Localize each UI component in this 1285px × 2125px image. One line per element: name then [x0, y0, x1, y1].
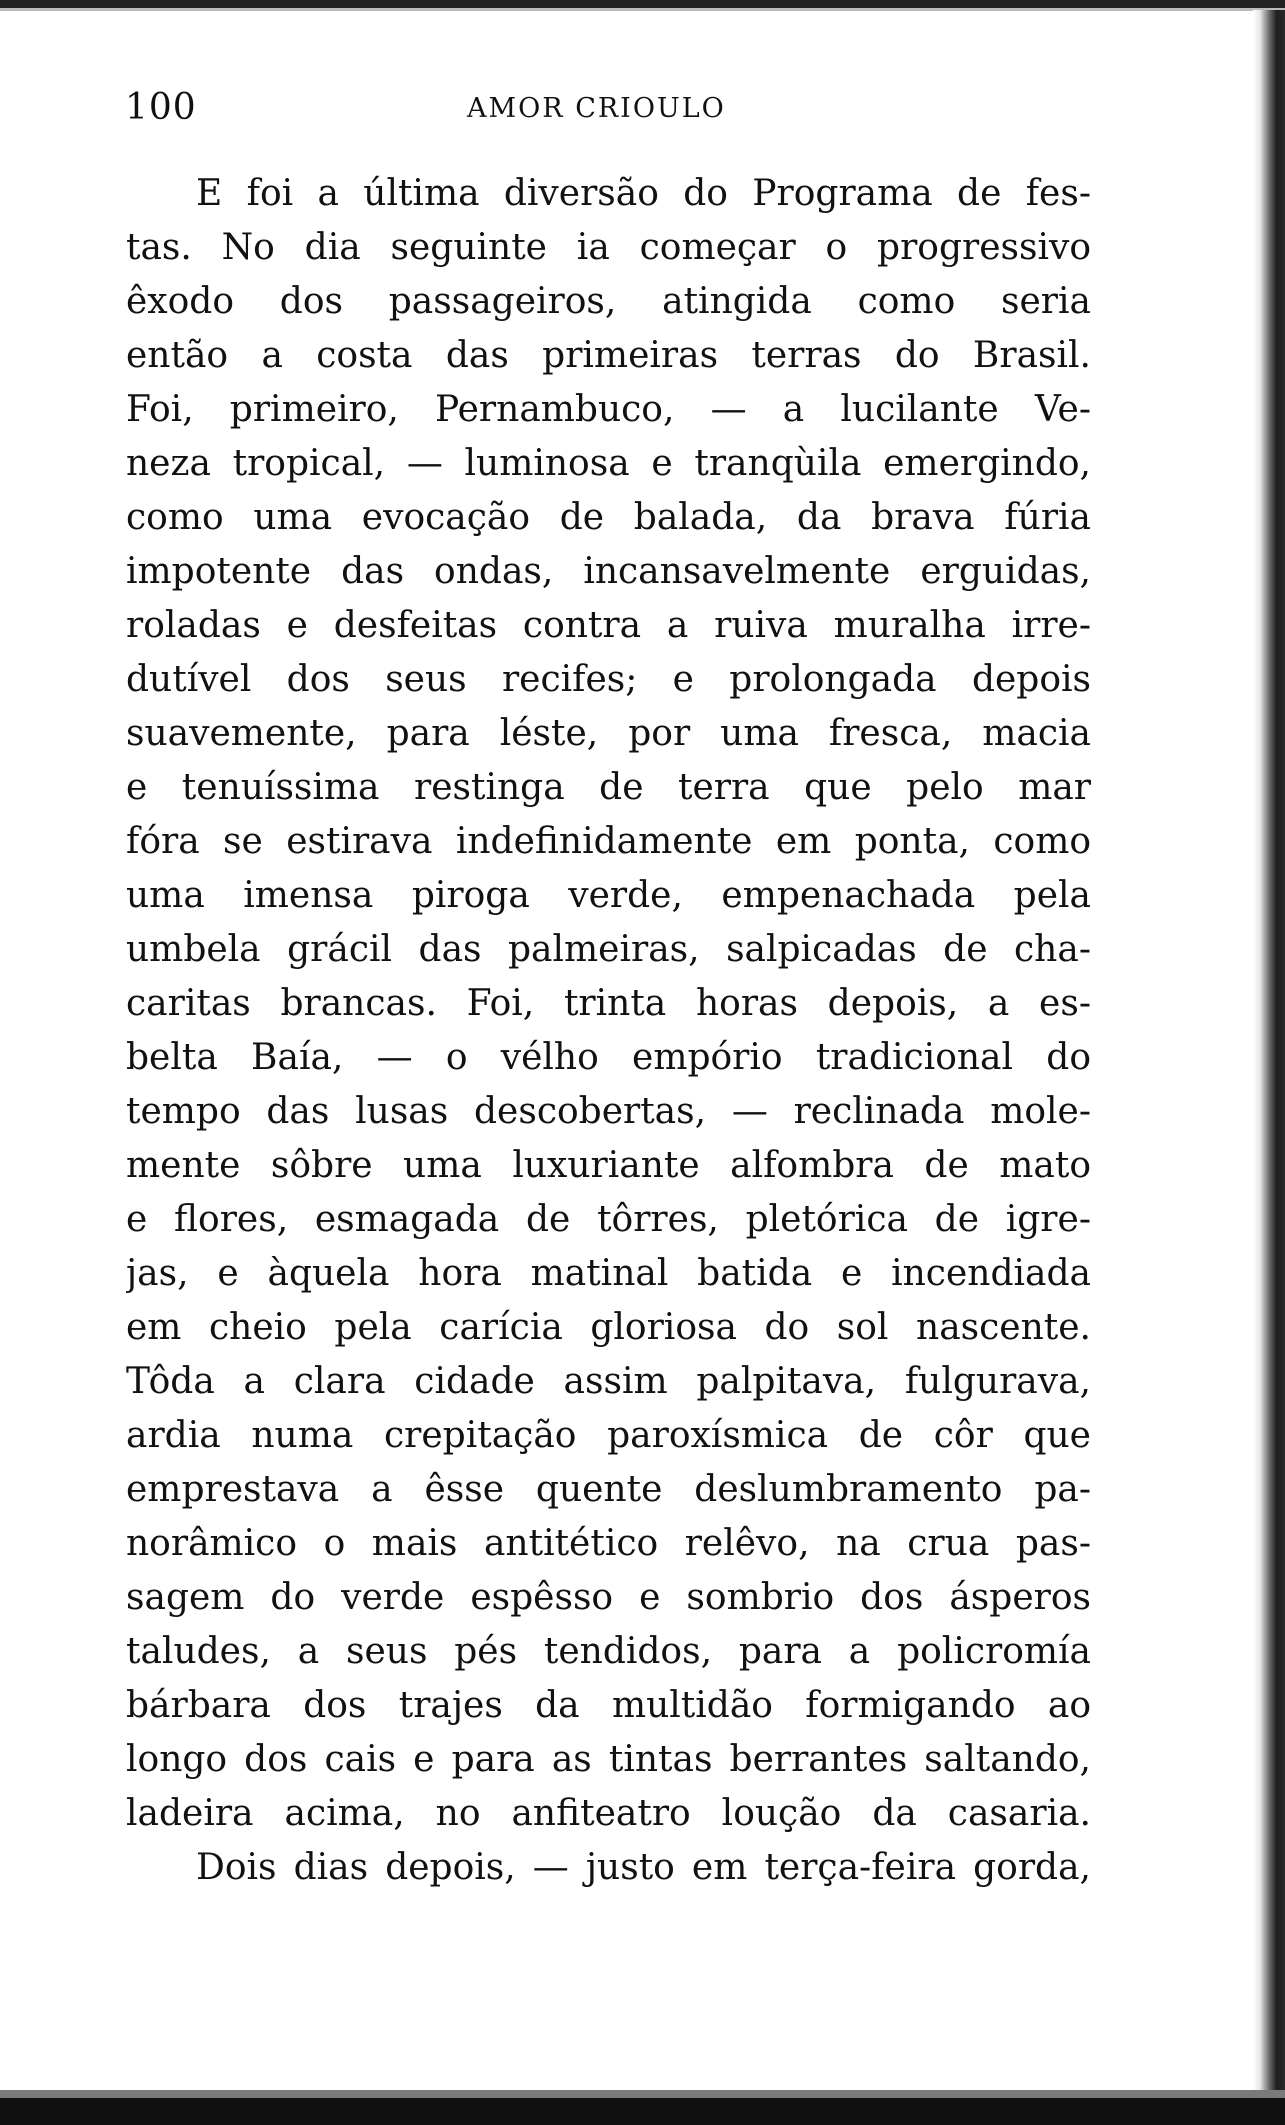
- text-line: bárbara dos trajes da multidão formigando ao: [126, 1685, 1091, 1726]
- text-line: dutível dos seus recifes; e prolongada depois: [126, 659, 1091, 700]
- text-line: em cheio pela carícia gloriosa do sol nascente.: [126, 1307, 1091, 1348]
- text-line: emprestava a êsse quente deslumbramento pa-: [126, 1469, 1091, 1510]
- text-line: ladeira acima, no anfiteatro loução da casaria.: [126, 1793, 1091, 1834]
- text-line: como uma evocação de balada, da brava fúria: [126, 497, 1091, 538]
- text-line: E foi a última diversão do Programa de fes-: [196, 173, 1091, 214]
- text-line: mente sôbre uma luxuriante alfombra de mato: [126, 1145, 1091, 1186]
- text-line: uma imensa piroga verde, empenachada pela: [126, 875, 1091, 916]
- text-line: fóra se estirava indefinidamente em ponta, como: [126, 821, 1091, 862]
- scan-bottom-shadow: [0, 2090, 1285, 2098]
- text-line: caritas brancas. Foi, trinta horas depois, a es-: [126, 983, 1091, 1024]
- text-line: neza tropical, — luminosa e tranqùila emergindo,: [126, 443, 1091, 484]
- text-line: impotente das ondas, incansavelmente erguidas,: [126, 551, 1091, 592]
- text-line: jas, e àquela hora matinal batida e incendiada: [126, 1253, 1091, 1294]
- text-line: êxodo dos passageiros, atingida como seria: [126, 281, 1091, 322]
- text-line: Dois dias depois, — justo em terça-feira gorda,: [196, 1847, 1091, 1888]
- text-line: e tenuíssima restinga de terra que pelo mar: [126, 767, 1091, 808]
- text-line: belta Baía, — o vélho empório tradicional do: [126, 1037, 1091, 1078]
- page-body: [126, 167, 1091, 1895]
- scan-binding-highlight: [1253, 10, 1261, 2100]
- text-line: tas. No dia seguinte ia começar o progressivo: [126, 227, 1091, 268]
- scan-binding-edge: [1261, 10, 1285, 2100]
- text-line: Tôda a clara cidade assim palpitava, fulgurava,: [126, 1361, 1091, 1402]
- text-line: suavemente, para léste, por uma fresca, macia: [126, 713, 1091, 754]
- page-number: 100: [125, 87, 197, 128]
- text-line: roladas e desfeitas contra a ruiva muralha irre-: [126, 605, 1091, 646]
- running-title: AMOR CRIOULO: [467, 93, 726, 124]
- text-line: taludes, a seus pés tendidos, para a policromía: [126, 1631, 1091, 1672]
- text-line: tempo das lusas descobertas, — reclinada mole-: [126, 1091, 1091, 1132]
- scan-top-shadow: [0, 8, 1285, 11]
- text-line: ardia numa crepitação paroxísmica de côr que: [126, 1415, 1091, 1456]
- text-line: sagem do verde espêsso e sombrio dos ásperos: [126, 1577, 1091, 1618]
- text-line: norâmico o mais antitético relêvo, na crua pas-: [126, 1523, 1091, 1564]
- scan-bottom-edge: [0, 2098, 1285, 2125]
- text-line: e flores, esmagada de tôrres, pletórica de igre-: [126, 1199, 1091, 1240]
- text-line: longo dos cais e para as tintas berrantes saltando,: [126, 1739, 1091, 1780]
- text-line: Foi, primeiro, Pernambuco, — a lucilante Ve-: [126, 389, 1091, 430]
- text-line: então a costa das primeiras terras do Brasil.: [126, 335, 1091, 376]
- scan-top-edge: [0, 0, 1285, 8]
- text-line: umbela grácil das palmeiras, salpicadas de cha-: [126, 929, 1091, 970]
